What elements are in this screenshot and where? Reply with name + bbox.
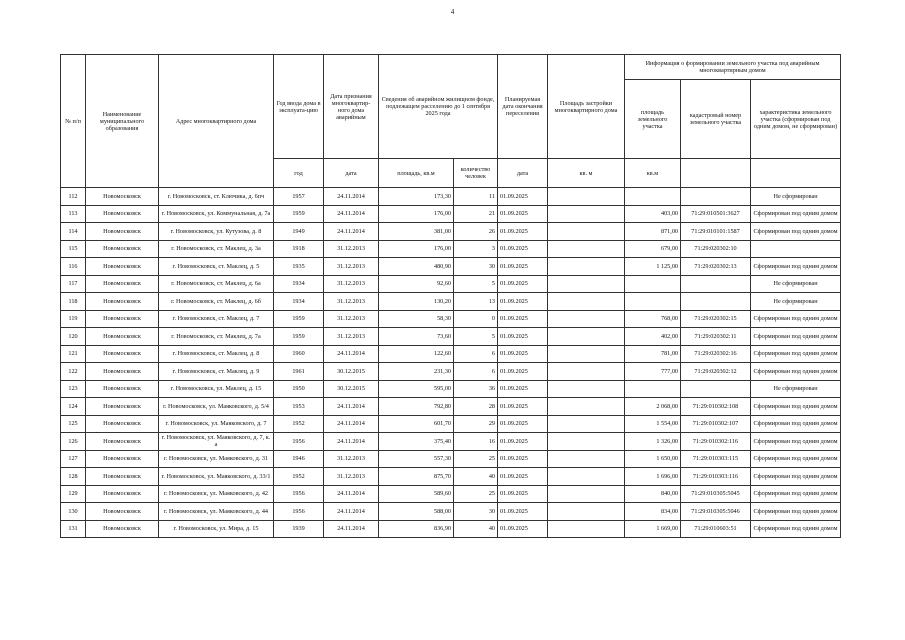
planned-date-cell: 01.09.2025 — [498, 380, 548, 398]
table-row — [61, 275, 841, 293]
year-cell: 1939 — [274, 520, 324, 538]
area-cell: 176,00 — [379, 240, 454, 258]
status-cell: Не сформирован — [751, 380, 841, 398]
land-area-cell: 834,00 — [625, 503, 681, 521]
address-cell: г. Новомосковск, ст. Маклец, д. 6а — [159, 275, 274, 293]
recognition-date-cell: 31.12.2013 — [324, 450, 379, 468]
planned-date-cell: 01.09.2025 — [498, 258, 548, 276]
year-cell: 1934 — [274, 275, 324, 293]
status-cell: Сформирован под одним домом — [751, 398, 841, 416]
status-cell: Сформирован под одним домом — [751, 520, 841, 538]
header-num: № п/п — [61, 55, 86, 188]
header-land-area: площадь земельного участка — [625, 80, 681, 159]
header-cadastral: кадастровый номер земельного участка — [681, 80, 751, 159]
municipality-cell: Новомосковск — [86, 310, 159, 328]
year-cell: 1950 — [274, 380, 324, 398]
area-cell: 480,90 — [379, 258, 454, 276]
year-cell: 1959 — [274, 328, 324, 346]
municipality-cell: Новомосковск — [86, 205, 159, 223]
area-cell: 130,20 — [379, 293, 454, 311]
built-area-cell — [548, 485, 625, 503]
built-area-cell — [548, 328, 625, 346]
unit-planned: дата — [498, 159, 548, 188]
table-row — [61, 485, 841, 503]
status-cell: Сформирован под одним домом — [751, 415, 841, 433]
address-cell: г. Новомосковск, ул. Маяковского, д. 31 — [159, 450, 274, 468]
land-area-cell: 679,00 — [625, 240, 681, 258]
residents-cell: 25 — [454, 485, 498, 503]
built-area-cell — [548, 223, 625, 241]
built-area-cell — [548, 503, 625, 521]
municipality-cell: Новомосковск — [86, 398, 159, 416]
land-area-cell — [625, 293, 681, 311]
land-area-cell: 768,00 — [625, 310, 681, 328]
table-row — [61, 258, 841, 276]
page-number: 4 — [450, 8, 455, 16]
land-area-cell: 2 068,00 — [625, 398, 681, 416]
planned-date-cell: 01.09.2025 — [498, 223, 548, 241]
residents-cell: 29 — [454, 415, 498, 433]
year-cell: 1918 — [274, 240, 324, 258]
row-number: 126 — [61, 433, 86, 451]
recognition-date-cell: 30.12.2015 — [324, 380, 379, 398]
built-area-cell — [548, 205, 625, 223]
header-planned-date: Планируемая дата окончания переселения — [498, 55, 548, 159]
address-cell: г. Новомосковск, ул. Кутузова, д. 8 — [159, 223, 274, 241]
emergency-housing-table — [60, 54, 841, 538]
planned-date-cell: 01.09.2025 — [498, 520, 548, 538]
built-area-cell — [548, 398, 625, 416]
table-row — [61, 503, 841, 521]
land-area-cell: 1 554,00 — [625, 415, 681, 433]
area-cell: 588,00 — [379, 503, 454, 521]
row-number: 114 — [61, 223, 86, 241]
built-area-cell — [548, 433, 625, 451]
recognition-date-cell: 24.11.2014 — [324, 485, 379, 503]
municipality-cell: Новомосковск — [86, 328, 159, 346]
header-commission-year: Год ввода дома в эксплуата-цию — [274, 55, 324, 159]
address-cell: г. Новомосковск, ст. Маклец, д. 7 — [159, 310, 274, 328]
municipality-cell: Новомосковск — [86, 240, 159, 258]
unit-year: год — [274, 159, 324, 188]
year-cell: 1934 — [274, 293, 324, 311]
row-number: 117 — [61, 275, 86, 293]
planned-date-cell: 01.09.2025 — [498, 310, 548, 328]
row-number: 128 — [61, 468, 86, 486]
residents-cell: 3 — [454, 240, 498, 258]
cadastral-cell: 71:29:010302:107 — [681, 415, 751, 433]
header-characteristic: характеристика земельного участка (сформирован под одним домом, не сформирован) — [751, 80, 841, 159]
municipality-cell: Новомосковск — [86, 520, 159, 538]
residents-cell: 40 — [454, 520, 498, 538]
municipality-cell: Новомосковск — [86, 485, 159, 503]
status-cell — [751, 240, 841, 258]
recognition-date-cell: 30.12.2015 — [324, 363, 379, 381]
status-cell: Не сформирован — [751, 293, 841, 311]
row-number: 115 — [61, 240, 86, 258]
built-area-cell — [548, 363, 625, 381]
residents-cell: 11 — [454, 188, 498, 206]
year-cell: 1957 — [274, 188, 324, 206]
planned-date-cell: 01.09.2025 — [498, 503, 548, 521]
planned-date-cell: 01.09.2025 — [498, 363, 548, 381]
status-cell: Сформирован под одним домом — [751, 503, 841, 521]
residents-cell: 6 — [454, 363, 498, 381]
land-area-cell: 1 696,00 — [625, 468, 681, 486]
built-area-cell — [548, 380, 625, 398]
table-row — [61, 450, 841, 468]
planned-date-cell: 01.09.2025 — [498, 240, 548, 258]
header-address: Адрес многоквартирного дома — [159, 55, 274, 188]
table-row — [61, 205, 841, 223]
row-number: 121 — [61, 345, 86, 363]
land-area-cell: 871,00 — [625, 223, 681, 241]
planned-date-cell: 01.09.2025 — [498, 328, 548, 346]
cadastral-cell: 71:29:020302:10 — [681, 240, 751, 258]
land-area-cell — [625, 275, 681, 293]
residents-cell: 25 — [454, 450, 498, 468]
recognition-date-cell: 24.11.2014 — [324, 223, 379, 241]
municipality-cell: Новомосковск — [86, 363, 159, 381]
status-cell: Сформирован под одним домом — [751, 205, 841, 223]
table-row — [61, 223, 841, 241]
cadastral-cell: 71:29:020302:16 — [681, 345, 751, 363]
recognition-date-cell: 31.12.2013 — [324, 258, 379, 276]
table-row — [61, 398, 841, 416]
table-row — [61, 328, 841, 346]
residents-cell: 16 — [454, 433, 498, 451]
residents-cell: 28 — [454, 398, 498, 416]
area-cell: 231,30 — [379, 363, 454, 381]
unit-area: площадь, кв.м — [379, 159, 454, 188]
row-number: 113 — [61, 205, 86, 223]
row-number: 129 — [61, 485, 86, 503]
built-area-cell — [548, 293, 625, 311]
built-area-cell — [548, 275, 625, 293]
table-row — [61, 468, 841, 486]
address-cell: г. Новомосковск, ул. Мира, д. 15 — [159, 520, 274, 538]
land-area-cell: 840,00 — [625, 485, 681, 503]
area-cell: 58,30 — [379, 310, 454, 328]
planned-date-cell: 01.09.2025 — [498, 398, 548, 416]
recognition-date-cell: 24.11.2014 — [324, 433, 379, 451]
land-area-cell: 1 326,00 — [625, 433, 681, 451]
row-number: 119 — [61, 310, 86, 328]
row-number: 116 — [61, 258, 86, 276]
recognition-date-cell: 31.12.2013 — [324, 275, 379, 293]
table-row — [61, 293, 841, 311]
recognition-date-cell: 24.11.2014 — [324, 398, 379, 416]
recognition-date-cell: 24.11.2014 — [324, 345, 379, 363]
residents-cell: 26 — [454, 223, 498, 241]
built-area-cell — [548, 345, 625, 363]
cadastral-cell: 71:29:010101:1587 — [681, 223, 751, 241]
land-area-cell — [625, 380, 681, 398]
table-row — [61, 520, 841, 538]
area-cell: 792,80 — [379, 398, 454, 416]
row-number: 127 — [61, 450, 86, 468]
area-cell: 176,00 — [379, 205, 454, 223]
status-cell: Сформирован под одним домом — [751, 450, 841, 468]
row-number: 124 — [61, 398, 86, 416]
table-body — [61, 188, 841, 538]
built-area-cell — [548, 450, 625, 468]
municipality-cell: Новомосковск — [86, 433, 159, 451]
status-cell: Сформирован под одним домом — [751, 328, 841, 346]
year-cell: 1952 — [274, 415, 324, 433]
municipality-cell: Новомосковск — [86, 188, 159, 206]
header-municipality: Наименование муниципального образования — [86, 55, 159, 188]
land-area-cell: 781,00 — [625, 345, 681, 363]
status-cell: Сформирован под одним домом — [751, 310, 841, 328]
municipality-cell: Новомосковск — [86, 258, 159, 276]
planned-date-cell: 01.09.2025 — [498, 415, 548, 433]
address-cell: г. Новомосковск, ст. Маклец, д. 3а — [159, 240, 274, 258]
header-recognition-date: Дата признания многоквартир-ного дома аварийным — [324, 55, 379, 159]
year-cell: 1956 — [274, 433, 324, 451]
address-cell: г. Новомосковск, ул. Маяковского, д. 42 — [159, 485, 274, 503]
municipality-cell: Новомосковск — [86, 293, 159, 311]
row-number: 125 — [61, 415, 86, 433]
municipality-cell: Новомосковск — [86, 345, 159, 363]
year-cell: 1952 — [274, 468, 324, 486]
recognition-date-cell: 31.12.2013 — [324, 328, 379, 346]
residents-cell: 30 — [454, 258, 498, 276]
cadastral-cell: 71:29:020302:15 — [681, 310, 751, 328]
land-area-cell: 1 669,00 — [625, 520, 681, 538]
area-cell: 381,00 — [379, 223, 454, 241]
row-number: 118 — [61, 293, 86, 311]
header-emergency-info: Сведения об аварийном жилищном фонде, подлежащем расселению до 1 сентября 2025 года — [379, 55, 498, 159]
table-row — [61, 345, 841, 363]
address-cell: г. Новомосковск, ул. Маяковского, д. 44 — [159, 503, 274, 521]
area-cell: 601,70 — [379, 415, 454, 433]
municipality-cell: Новомосковск — [86, 223, 159, 241]
land-area-cell — [625, 188, 681, 206]
address-cell: г. Новомосковск, ст. Маклец, д. 7а — [159, 328, 274, 346]
residents-cell: 21 — [454, 205, 498, 223]
cadastral-cell: 71:29:020302:11 — [681, 328, 751, 346]
area-cell: 836,90 — [379, 520, 454, 538]
cadastral-cell: 71:29:010305:5045 — [681, 485, 751, 503]
area-cell: 557,30 — [379, 450, 454, 468]
table-row — [61, 363, 841, 381]
table-row — [61, 240, 841, 258]
status-cell: Не сформирован — [751, 188, 841, 206]
row-number: 131 — [61, 520, 86, 538]
address-cell: г. Новомосковск, ст. Маклец, д. 8 — [159, 345, 274, 363]
municipality-cell: Новомосковск — [86, 468, 159, 486]
built-area-cell — [548, 520, 625, 538]
year-cell: 1959 — [274, 205, 324, 223]
land-area-cell: 1 650,00 — [625, 450, 681, 468]
land-area-cell: 402,00 — [625, 328, 681, 346]
address-cell: г. Новомосковск, ул. Маяковского, д. 7, к. а — [159, 433, 274, 451]
address-cell: г. Новомосковск, ст. Маклец, д. 9 — [159, 363, 274, 381]
header-land-info: Информация о формировании земельного участка под аварийным многоквартирным домом — [625, 55, 841, 80]
year-cell: 1946 — [274, 450, 324, 468]
municipality-cell: Новомосковск — [86, 415, 159, 433]
recognition-date-cell: 31.12.2013 — [324, 240, 379, 258]
table-row — [61, 415, 841, 433]
residents-cell: 13 — [454, 293, 498, 311]
cadastral-cell: 71:29:020302:13 — [681, 258, 751, 276]
recognition-date-cell: 24.11.2014 — [324, 188, 379, 206]
built-area-cell — [548, 240, 625, 258]
recognition-date-cell: 31.12.2013 — [324, 468, 379, 486]
municipality-cell: Новомосковск — [86, 380, 159, 398]
cadastral-cell: 71:29:020302:12 — [681, 363, 751, 381]
cadastral-cell — [681, 293, 751, 311]
area-cell: 73,60 — [379, 328, 454, 346]
row-number: 123 — [61, 380, 86, 398]
land-area-cell: 403,00 — [625, 205, 681, 223]
planned-date-cell: 01.09.2025 — [498, 205, 548, 223]
status-cell: Сформирован под одним домом — [751, 363, 841, 381]
area-cell: 92,60 — [379, 275, 454, 293]
row-number: 130 — [61, 503, 86, 521]
area-cell: 875,70 — [379, 468, 454, 486]
year-cell: 1935 — [274, 258, 324, 276]
status-cell: Сформирован под одним домом — [751, 433, 841, 451]
address-cell: г. Новомосковск, ул. Маяковского, д. 5/4 — [159, 398, 274, 416]
cadastral-cell: 71:29:010501:3627 — [681, 205, 751, 223]
residents-cell: 36 — [454, 380, 498, 398]
residents-cell: 30 — [454, 503, 498, 521]
unit-land-area: кв.м — [625, 159, 681, 188]
built-area-cell — [548, 188, 625, 206]
residents-cell: 6 — [454, 345, 498, 363]
planned-date-cell: 01.09.2025 — [498, 485, 548, 503]
table-row — [61, 380, 841, 398]
cadastral-cell: 71:29:010603:51 — [681, 520, 751, 538]
planned-date-cell: 01.09.2025 — [498, 468, 548, 486]
cadastral-cell: 71:29:010302:116 — [681, 433, 751, 451]
year-cell: 1956 — [274, 485, 324, 503]
year-cell: 1956 — [274, 503, 324, 521]
cadastral-cell — [681, 275, 751, 293]
row-number: 120 — [61, 328, 86, 346]
status-cell: Сформирован под одним домом — [751, 485, 841, 503]
planned-date-cell: 01.09.2025 — [498, 293, 548, 311]
address-cell: г. Новомосковск, ст. Маклец, д. 5 — [159, 258, 274, 276]
built-area-cell — [548, 415, 625, 433]
built-area-cell — [548, 310, 625, 328]
header-built-area: Площадь застройки многоквартирного дома — [548, 55, 625, 159]
year-cell: 1960 — [274, 345, 324, 363]
residents-cell: 5 — [454, 275, 498, 293]
status-cell: Не сформирован — [751, 275, 841, 293]
unit-residents: количество человек — [454, 159, 498, 188]
status-cell: Сформирован под одним домом — [751, 345, 841, 363]
unit-built-area: кв. м — [548, 159, 625, 188]
address-cell: г. Новомосковск, ул. Маяковского, д. 33/1 — [159, 468, 274, 486]
area-cell: 173,30 — [379, 188, 454, 206]
address-cell: г. Новомосковск, ст. Маклец, д. 6б — [159, 293, 274, 311]
address-cell: г. Новомосковск, ул. Коммунальная, д. 7а — [159, 205, 274, 223]
year-cell: 1953 — [274, 398, 324, 416]
cadastral-cell: 71:29:010303:116 — [681, 468, 751, 486]
municipality-cell: Новомосковск — [86, 450, 159, 468]
residents-cell: 40 — [454, 468, 498, 486]
area-cell: 122,60 — [379, 345, 454, 363]
area-cell: 595,00 — [379, 380, 454, 398]
year-cell: 1961 — [274, 363, 324, 381]
status-cell: Сформирован под одним домом — [751, 223, 841, 241]
year-cell: 1959 — [274, 310, 324, 328]
land-area-cell: 777,00 — [625, 363, 681, 381]
planned-date-cell: 01.09.2025 — [498, 188, 548, 206]
address-cell: г. Новомосковск, ул. Маяковского, д. 7 — [159, 415, 274, 433]
built-area-cell — [548, 468, 625, 486]
cadastral-cell: 71:29:010302:108 — [681, 398, 751, 416]
status-cell: Сформирован под одним домом — [751, 258, 841, 276]
planned-date-cell: 01.09.2025 — [498, 433, 548, 451]
area-cell: 375,40 — [379, 433, 454, 451]
recognition-date-cell: 24.11.2014 — [324, 503, 379, 521]
planned-date-cell: 01.09.2025 — [498, 275, 548, 293]
recognition-date-cell: 24.11.2014 — [324, 520, 379, 538]
recognition-date-cell: 24.11.2014 — [324, 205, 379, 223]
table-row — [61, 310, 841, 328]
residents-cell: 0 — [454, 310, 498, 328]
municipality-cell: Новомосковск — [86, 275, 159, 293]
status-cell: Сформирован под одним домом — [751, 468, 841, 486]
address-cell: г. Новомосковск, ст. Ключика, д. 6пч — [159, 188, 274, 206]
table-row — [61, 433, 841, 451]
recognition-date-cell: 31.12.2013 — [324, 310, 379, 328]
cadastral-cell: 71:29:010305:5046 — [681, 503, 751, 521]
unit-date: дата — [324, 159, 379, 188]
land-area-cell: 1 125,00 — [625, 258, 681, 276]
area-cell: 589,60 — [379, 485, 454, 503]
table-row — [61, 188, 841, 206]
cadastral-cell: 71:29:010303:115 — [681, 450, 751, 468]
residents-cell: 5 — [454, 328, 498, 346]
cadastral-cell — [681, 188, 751, 206]
recognition-date-cell: 31.12.2013 — [324, 293, 379, 311]
recognition-date-cell: 24.11.2014 — [324, 415, 379, 433]
municipality-cell: Новомосковск — [86, 503, 159, 521]
year-cell: 1949 — [274, 223, 324, 241]
built-area-cell — [548, 258, 625, 276]
row-number: 112 — [61, 188, 86, 206]
planned-date-cell: 01.09.2025 — [498, 450, 548, 468]
planned-date-cell: 01.09.2025 — [498, 345, 548, 363]
cadastral-cell — [681, 380, 751, 398]
row-number: 122 — [61, 363, 86, 381]
address-cell: г. Новомосковск, ул. Маклец, д. 15 — [159, 380, 274, 398]
